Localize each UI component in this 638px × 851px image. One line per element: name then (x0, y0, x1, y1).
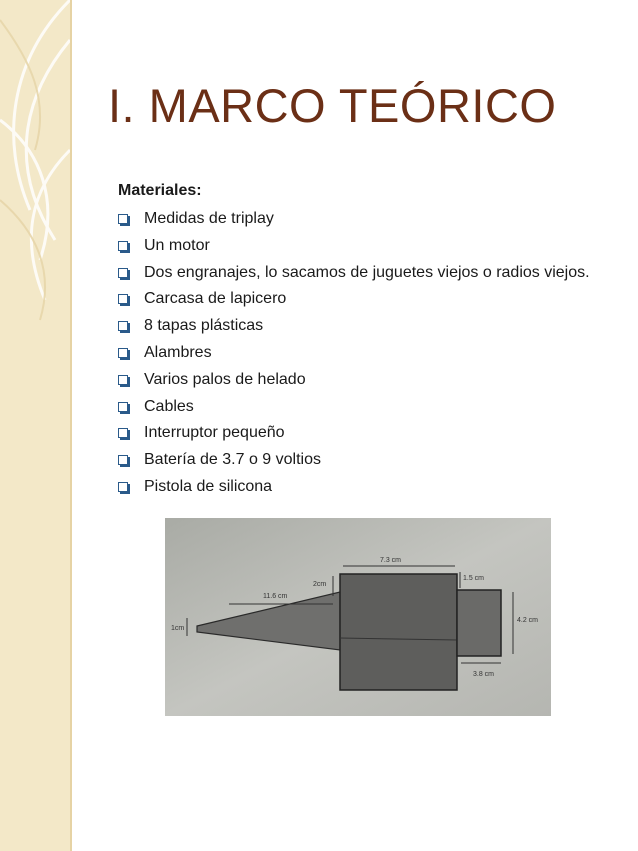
checkbox-bullet-icon (118, 455, 128, 465)
materials-section (118, 182, 618, 501)
list-item-label: Interruptor pequeño (144, 424, 285, 442)
decorative-sidebar (0, 0, 70, 851)
label-right-height: 4.2 cm (517, 617, 539, 624)
diagram-photo (165, 518, 551, 716)
checkbox-bullet-icon (118, 214, 128, 224)
checkbox-bullet-icon (118, 321, 128, 331)
list-item (118, 313, 618, 340)
list-item-label: Pistola de silicona (144, 477, 273, 495)
list-item-label: Alambres (144, 343, 212, 361)
list-item (118, 447, 618, 474)
checkbox-bullet-icon (118, 375, 128, 385)
sidebar-border (70, 0, 72, 851)
list-item-label: Batería de 3.7 o 9 voltios (144, 451, 321, 469)
list-item (118, 206, 618, 233)
right-box (457, 590, 501, 656)
main-box (340, 574, 457, 690)
list-item-label: Dos engranajes, lo sacamos de juguetes viejos o radios viejos. (144, 263, 590, 281)
list-item (118, 367, 618, 394)
list-item (118, 260, 618, 287)
label-tip-height: 1cm (171, 625, 185, 632)
label-left-length: 11.6 cm (263, 593, 288, 600)
list-item-label: Medidas de triplay (144, 210, 274, 227)
list-item-label: 8 tapas plásticas (144, 317, 264, 335)
sidebar-swirls (0, 0, 70, 851)
materials-list (118, 206, 618, 501)
label-step-height: 2cm (313, 581, 327, 588)
checkbox-bullet-icon (118, 268, 128, 278)
shape-diagram (165, 518, 551, 716)
checkbox-bullet-icon (118, 294, 128, 304)
list-item-label: Carcasa de lapicero (144, 290, 287, 308)
section-title: Materiales: (118, 182, 202, 199)
list-item (118, 286, 618, 313)
label-bottom-width: 3.8 cm (473, 671, 495, 678)
list-item (118, 474, 618, 501)
label-top-width: 7.3 cm (380, 557, 402, 564)
list-item (118, 340, 618, 367)
list-item-label: Cables (144, 397, 194, 415)
label-small-step: 1.5 cm (463, 575, 485, 582)
checkbox-bullet-icon (118, 428, 128, 438)
list-item-label: Varios palos de helado (144, 370, 306, 388)
list-item (118, 420, 618, 447)
checkbox-bullet-icon (118, 482, 128, 492)
list-item (118, 233, 618, 260)
list-item (118, 394, 618, 421)
checkbox-bullet-icon (118, 348, 128, 358)
page-title: I. MARCO TEÓRICO (108, 79, 557, 132)
list-item-label: Un motor (144, 236, 210, 254)
checkbox-bullet-icon (118, 402, 128, 412)
checkbox-bullet-icon (118, 241, 128, 251)
